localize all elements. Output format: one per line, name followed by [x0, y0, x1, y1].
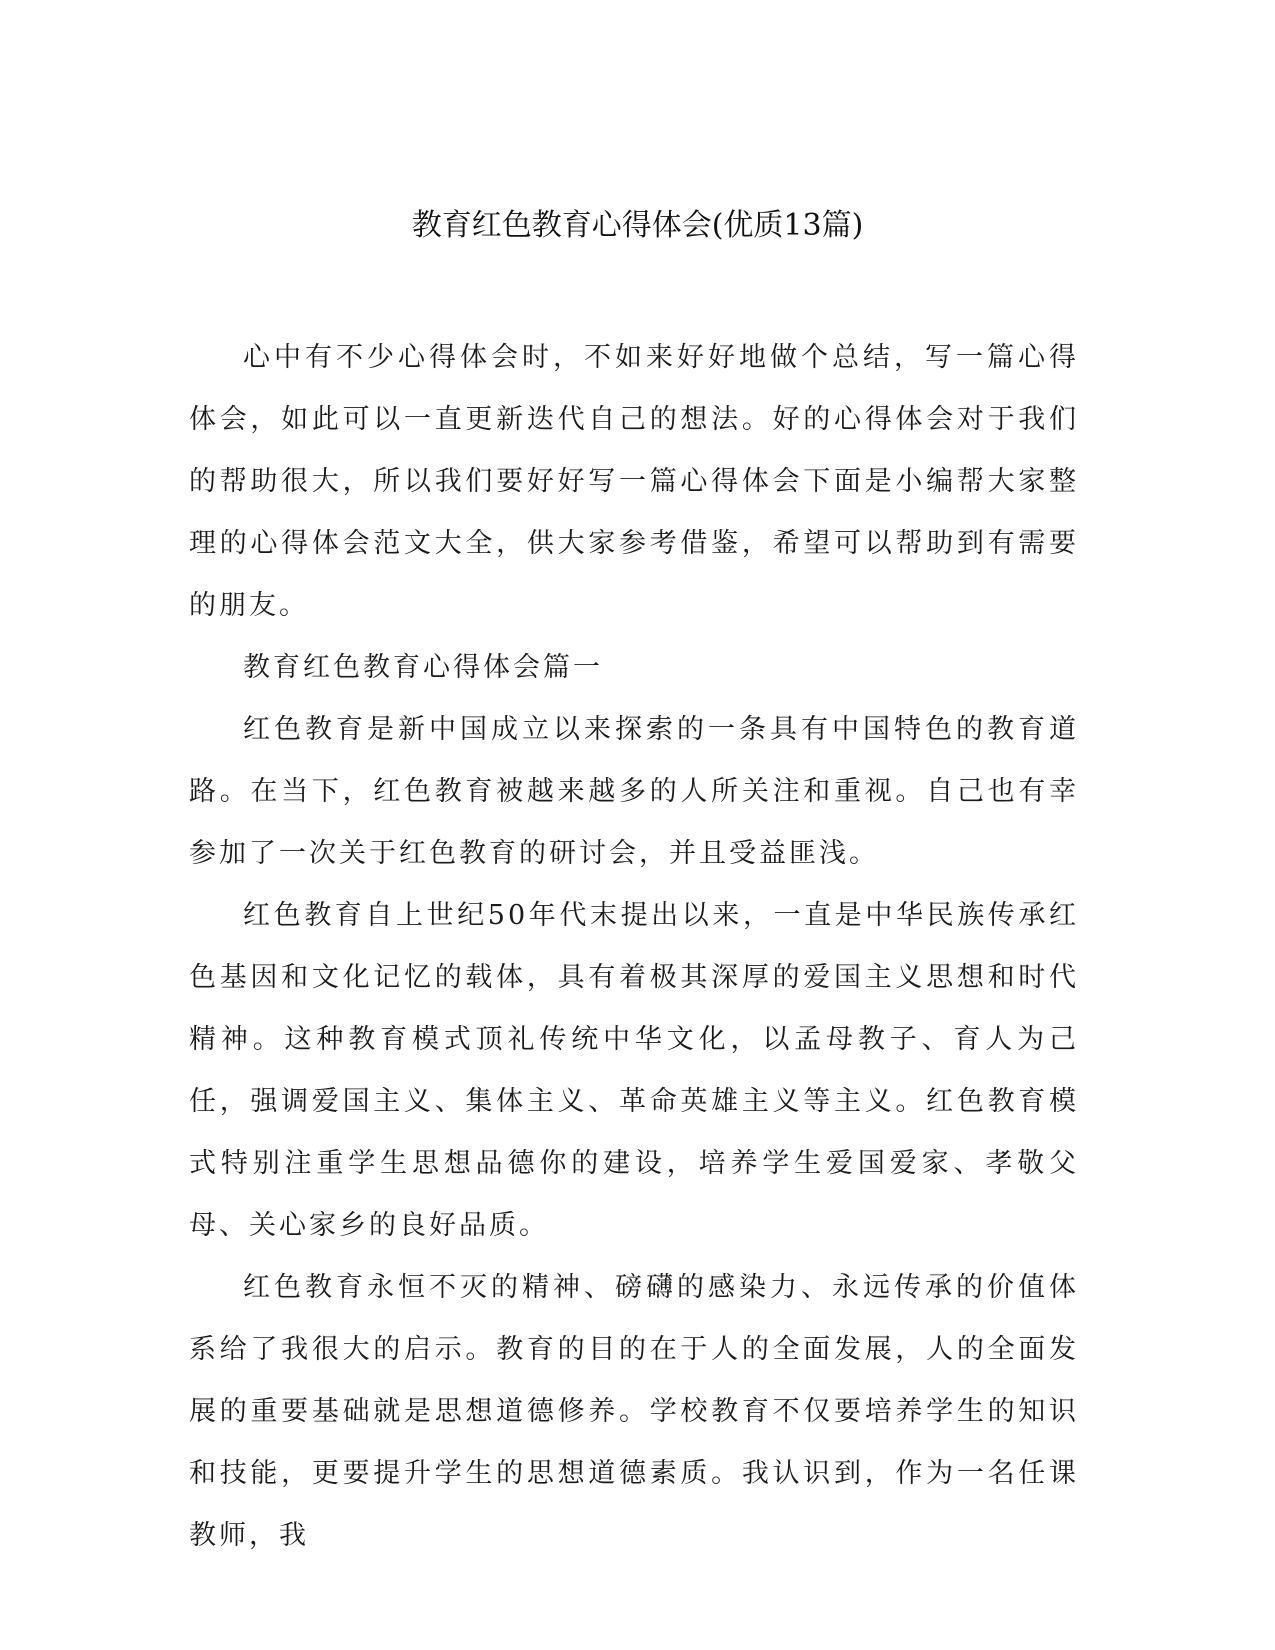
- document-body: [189, 327, 1079, 1567]
- body-paragraph: 红色教育自上世纪50年代末提出以来，一直是中华民族传承红色基因和文化记忆的载体，具有着极其深厚的爱国主义思想和时代精神。这种教育模式顶礼传统中华文化，以孟母教子、育人为己任，强调爱国主义、集体主义、革命英雄主义等主义。红色教育模式特别注重学生思想品德你的建设，培养学生爱国爱家、孝敬父母、关心家乡的良好品质。: [189, 900, 1079, 1241]
- section-heading: 教育红色教育心得体会篇一: [243, 652, 603, 683]
- body-paragraph: 红色教育永恒不灭的精神、磅礴的感染力、永远传承的价值体系给了我很大的启示。教育的目的在于人的全面发展，人的全面发展的重要基础就是思想道德修养。学校教育不仅要培养学生的知识和技能，更要提升学生的思想道德素质。我认识到，作为一名任课教师，我: [189, 1272, 1079, 1551]
- body-paragraph: 红色教育是新中国成立以来探索的一条具有中国特色的教育道路。在当下，红色教育被越来越多的人所关注和重视。自己也有幸参加了一次关于红色教育的研讨会，并且受益匪浅。: [189, 714, 1079, 869]
- document-title: 教育红色教育心得体会(优质13篇): [411, 208, 864, 243]
- intro-paragraph: 心中有不少心得体会时，不如来好好地做个总结，写一篇心得体会，如此可以一直更新迭代自己的想法。好的心得体会对于我们的帮助很大，所以我们要好好写一篇心得体会下面是小编帮大家整理的心得体会范文大全，供大家参考借鉴，希望可以帮助到有需要的朋友。: [189, 342, 1079, 621]
